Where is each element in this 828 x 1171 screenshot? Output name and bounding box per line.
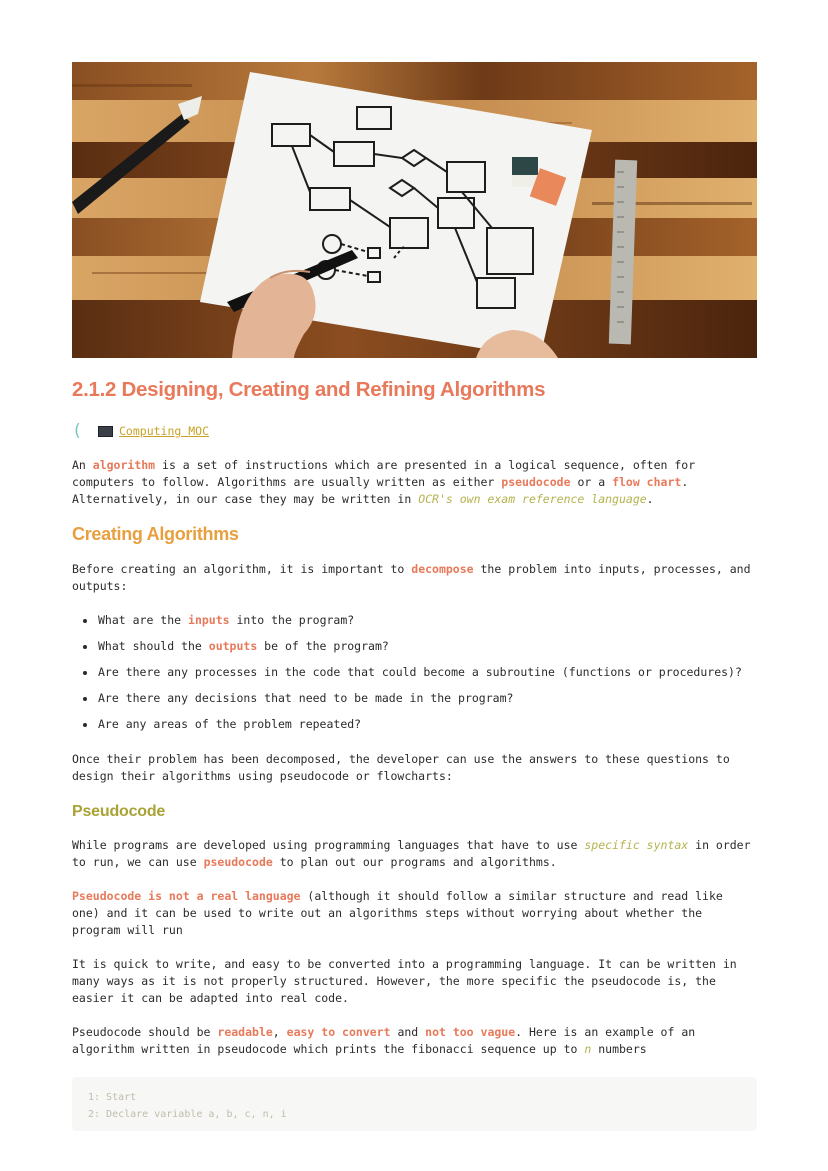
- page-title: 2.1.2 Designing, Creating and Refining Algorithms: [72, 378, 546, 401]
- questions-list: [72, 612, 757, 733]
- keyword-algorithm: algorithm: [92, 458, 156, 472]
- keyword-flow-chart: flow chart: [612, 475, 682, 489]
- document-page: [72, 62, 757, 1131]
- laptop-icon: [98, 426, 113, 437]
- list-item: What should the outputs be of the program?: [72, 638, 757, 655]
- list-item: Are there any processes in the code that could become a subroutine (functions or procedures)?: [72, 664, 757, 681]
- computing-moc-link[interactable]: Computing MOC: [119, 424, 210, 438]
- list-item: Are there any decisions that need to be made in the program?: [72, 690, 757, 707]
- heading-pseudocode: Pseudocode: [72, 803, 166, 820]
- pseudocode-paragraph-4: Pseudocode should be readable, easy to convert and not too vague. Here is an example of an algorithm written in pseudocode which prints the fibonacci sequence up to n numbers: [72, 1025, 696, 1056]
- code-line: 1: Start: [88, 1092, 137, 1103]
- pseudocode-paragraph-3: It is quick to write, and easy to be converted into a programming language. It can be written in many ways as it is not properly structured. However, the more specific the pseudocode is, the easier it can be adapted into real code.: [72, 957, 737, 1005]
- keyword-pseudocode: pseudocode: [501, 475, 571, 489]
- bracket-icon: (: [72, 421, 83, 441]
- list-item: What are the inputs into the program?: [72, 612, 757, 629]
- pseudocode-paragraph-1: While programs are developed using programming languages that have to use specific syntax in order to run, we can use pseudocode to plan out our programs and algorithms.: [72, 838, 751, 869]
- moc-link-row: [72, 422, 757, 440]
- code-block: [72, 1077, 757, 1131]
- list-item: Are any areas of the problem repeated?: [72, 716, 757, 733]
- decomposed-paragraph: Once their problem has been decomposed, the developer can use the answers to these questions to design their algorithms using pseudocode or flowcharts:: [72, 752, 730, 783]
- hero-image: [72, 62, 757, 358]
- intro-paragraph: An algorithm is a set of instructions which are presented in a logical sequence, often for computers to follow. Algorithms are usually written as either pseudocode or a flow chart. Alternatively, in our case they may be written in OCR's own exam reference language.: [72, 458, 696, 506]
- pseudocode-paragraph-2: Pseudocode is not a real language (although it should follow a similar structure and read like one) and it can be used to write out an algorithms steps without worrying about whether the program will run: [72, 889, 723, 937]
- creating-paragraph: Before creating an algorithm, it is important to decompose the problem into inputs, processes, and outputs:: [72, 562, 751, 593]
- heading-creating-algorithms: Creating Algorithms: [72, 524, 239, 544]
- code-line: 2: Declare variable a, b, c, n, i: [88, 1109, 287, 1120]
- ocr-reference-link[interactable]: OCR's own exam reference language: [418, 492, 647, 506]
- specific-syntax-link[interactable]: specific syntax: [584, 838, 689, 852]
- keyword-decompose: decompose: [411, 562, 474, 576]
